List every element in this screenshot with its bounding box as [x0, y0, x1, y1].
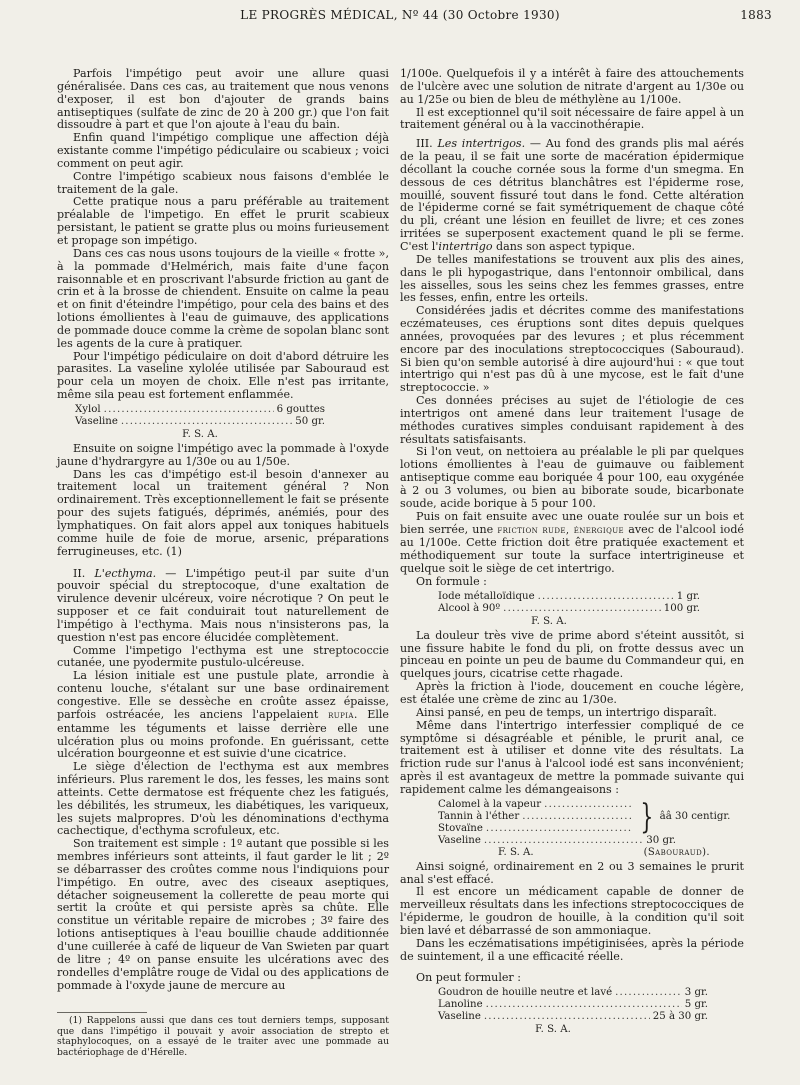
paragraph: Pour l'impétigo pédiculaire on doit d'abord détruire les parasites. La vaseline xylolée utilisée par Sabouraud est pour cela un moyen de choix. Elle n'est pas irritante, même sila peau est fortement enflammée. — [57, 349, 389, 402]
prescription-fsa: F. S. A. — [498, 846, 534, 858]
text-run: La lésion initiale est une pustule plate, arrondie à contenu louche, s'étalant sur une base ordinairement congestive. Elle se dessèche en croûte assez épaisse, parfois ostréacée, les anciens l'appelaient — [57, 669, 389, 721]
leader-dots — [503, 603, 661, 615]
section-intertrigos — [400, 138, 744, 254]
leader-dots — [104, 404, 274, 416]
prescription-line — [438, 1011, 708, 1023]
prescription-source: (Sabouraud). — [643, 846, 710, 858]
ingredient-quantity: 3 gr. — [684, 987, 708, 999]
leader-dots — [121, 416, 292, 428]
text-run: — Au fond des grands plis mal aérés de la peau, il se fait une sorte de macération épidermique décollant la couche cornée sous la forme d'un smegma. En dessous de ces détritus blanchâtres est l'épiderme rose, mouillé, souvent fissuré tout dans le fond. Cette altération de l'épiderme corné se fait symétriquement de chaque côté du pli, créant une lésion en feuillet de livre; et ces zones irritées se superposent exactement quand le pli se ferme. C'est l' — [400, 137, 745, 253]
leader-dots — [486, 999, 682, 1011]
prescription-fsa: F. S. A. — [535, 1024, 571, 1036]
ingredient-quantity: 6 gouttes — [276, 403, 325, 415]
prescription-line — [75, 416, 325, 428]
section-ecthyma — [57, 568, 389, 645]
prescription-fsa: F. S. A. — [531, 615, 567, 627]
prescription-line — [438, 591, 700, 603]
prescription-footer — [438, 847, 710, 859]
prescription-xylol — [75, 404, 325, 441]
paragraph: Enfin quand l'impétigo complique une affection déjà existante comme l'impétigo pédiculaire ou scabieux ; voici comment on peut agir. — [57, 131, 389, 170]
ingredient-quantity: 100 gr. — [663, 602, 700, 614]
small-caps-term: friction rude, énergique — [497, 524, 625, 536]
text-run: avec de l'alcool iodé au 1/100e. Cette friction doit être pratiquée exactement et méthodiquement sur toute la surface intertrigineuse et quelque soit le siège de cet intertrigo. — [400, 522, 744, 576]
page-number: 1883 — [740, 8, 772, 22]
ingredient-quantity: 25 à 30 gr. — [652, 1011, 708, 1023]
ingredient-name: Iode métalloïdique — [438, 590, 535, 602]
paragraph: Dans les cas d'impétigo est-il besoin d'annexer au traitement local un traitement général ? Non ordinairement. Très exceptionnellement le fait se présente pour des sujets fatigués, déprimés, anémiés, pour des lymphatiques. On fait alors appel aux toniques habituels comme huile de foie de morue, arsenic, préparations ferrugineuses, etc. (1) — [57, 467, 389, 558]
ingredient-name: Calomel à la vapeur — [438, 798, 542, 810]
ingredient-name: Vaseline — [75, 415, 118, 427]
ingredient-name: Vaseline — [438, 834, 481, 846]
paragraph: Parfois l'impétigo peut avoir une allure quasi généralisée. Dans ces cas, au traitement que nous venons d'exposer, il est bon d'ajouter de grands bains antiseptiques (sulfate de zinc de 20 à 200 gr.) que l'on fait dissoudre à part et que l'on ajoute à l'eau du bain. — [57, 67, 389, 132]
text-run: Puis on fait ensuite avec une ouate roulée sur un bois et bien serrée, une — [400, 509, 744, 536]
prescription-line — [438, 823, 634, 835]
ingredient-quantity: 5 gr. — [684, 999, 708, 1011]
leader-dots — [615, 987, 682, 999]
section-title: L'ecthyma. — [94, 566, 157, 580]
prescription-line — [438, 999, 708, 1011]
section-text: — L'impétigo peut-il par suite d'un pouvoir spécial du streptocoque, d'une exaltation de virulence devenir ulcéreux, voire nécrotique ? On peut le supposer et ce fait conduirait tout naturellement de l'impétigo à l'ecthyma. Mais nous n'insisterons pas, la question n'est pas encore élucidée complètement. — [57, 566, 389, 644]
paragraph: Après la friction à l'iode, doucement en couche légère, est étalée une crème de zinc au 1/30e. — [400, 680, 744, 706]
brace-group — [438, 796, 731, 837]
paragraph — [57, 670, 389, 761]
paragraph: De telles manifestations se trouvent aux plis des aines, dans le pli hypogastrique, dans l'entonnoir ombilical, dans les aisselles, sous les seins chez les femmes grasses, entre les fesses, enfin, entre les orteils. — [400, 252, 744, 305]
prescription-iode — [438, 591, 700, 628]
ingredient-name: Stovaïne — [438, 822, 483, 834]
leader-dots — [522, 811, 631, 823]
paragraph: Cette pratique nous a paru préférable au traitement préalable de l'impetigo. En effet le prurit scabieux persistant, le patient se gratte plus ou moins furieusement et propage son impétigo. — [57, 195, 389, 247]
footnote — [57, 1016, 389, 1058]
leader-dots — [538, 591, 674, 603]
paragraph: Dans ces cas nous usons toujours de la vieille « frotte », à la pommade d'Helmérich, mais faite d'une façon raisonnable et en proscrivant l'absurde friction au gant de crin et à la brosse de chiendent. Ensuite on calme la peau et on finit d'éteindre l'impétigo, pour cela des bains et des lotions émollientes à l'eau de guimauve, des applications de pommade douce comme la crème de sopolan blanc sont les agents de la cure à pratiquer. — [57, 246, 389, 350]
paragraph: Il est encore un médicament capable de donner de merveilleux résultats dans les infections streptococciques de l'épiderme, le goudron de houille, à la condition qu'il soit bien lavé et débarrassé de son ammoniaque. — [400, 885, 744, 937]
paragraph: Il est exceptionnel qu'il soit nécessaire de faire appel à un traitement général ou à la vaccinothérapie. — [400, 105, 745, 132]
paragraph: On formule : — [416, 574, 487, 588]
paragraph: Le siège d'élection de l'ecthyma est aux membres inférieurs. Plus rarement le dos, les fesses, les mains sont atteints. Cette dermatose est fréquente chez les fatigués, les débilités, les strumeux, les diabétiques, les variqueux, les sujets malpropres. D'où les dénominations d'ecthyma cachectique, d'ecthyma scrofuleux, etc. — [57, 760, 389, 838]
paragraph: Comme l'impetigo l'ecthyma est une streptococcie cutanée, une pyodermite pustulo-ulcéreuse. — [57, 643, 389, 670]
leader-dots — [486, 823, 631, 835]
paragraph: Dans les eczématisations impétiginisées, après la période de suintement, il a une efficacité réelle. — [400, 936, 744, 963]
prescription-line — [438, 603, 700, 615]
paragraph: Ces données précises au sujet de l'étiologie de ces intertrigos ont amené dans leur traitement l'usage de méthodes curatives simples conduisant rapidement à des résultats satisfaisants. — [400, 394, 744, 446]
left-column — [57, 68, 389, 992]
prescription-calomel — [438, 796, 731, 859]
ingredient-name: Goudron de houille neutre et lavé — [438, 987, 613, 999]
running-header — [22, 8, 778, 26]
journal-title: LE PROGRÈS MÉDICAL, Nº 44 (30 Octobre 1930) — [240, 8, 560, 22]
ingredient-name: Xylol — [75, 403, 101, 415]
paragraph: Ainsi pansé, en peu de temps, un intertrigo disparaît. — [416, 705, 717, 719]
emphasis: intertrigo — [438, 239, 493, 253]
text-run: dans son aspect typique. — [492, 239, 636, 253]
section-title: Les intertrigos. — [437, 137, 526, 151]
prescription-line — [438, 799, 634, 811]
text-run: . Elle entamme les téguments et laisse derrière elle une ulcération plus ou moins profonde. En guérissant, cette ulcération bourgeonne et est suivie d'une cicatrice. — [57, 707, 389, 761]
leader-dots — [484, 835, 643, 847]
section-number: III. — [416, 137, 433, 151]
ingredient-name: Tannin à l'éther — [438, 810, 520, 822]
ingredient-quantity: 50 gr. — [295, 415, 325, 427]
right-column — [400, 68, 744, 1038]
paragraph: Considérées jadis et décrites comme des manifestations eczémateuses, ces éruptions sont dites depuis quelques années, provoquées par des levures ; et plus récemment encore par des inoculations streptococciques (Sabouraud). Si bien qu'on semble autorisé à dire aujourd'hui : « que tout intertrigo qui n'est pas dû à une mycose, est le fait d'une streptococcie. » — [400, 304, 744, 395]
prescription-line — [438, 811, 634, 823]
small-caps-term: rupia — [328, 709, 354, 721]
paragraph: Ainsi soigné, ordinairement en 2 ou 3 semaines le prurit anal s'est effacé. — [400, 859, 744, 886]
section-number: II. — [73, 566, 86, 580]
prescription-fsa: F. S. A. — [182, 428, 218, 440]
paragraph: Ensuite on soigne l'impétigo avec la pommade à l'oxyde jaune d'hydrargyre au 1/30e ou au 1/50e. — [57, 441, 389, 468]
leader-dots — [484, 1011, 650, 1023]
ingredient-quantity: 30 gr. — [646, 834, 676, 846]
ingredient-name: Lanoline — [438, 999, 483, 1011]
ingredient-name: Vaseline — [438, 1011, 481, 1023]
brace-symbol: } — [640, 796, 654, 837]
ingredient-quantity: 1 gr. — [676, 590, 700, 602]
brace-items — [438, 799, 634, 835]
paragraph: Son traitement est simple : 1º autant que possible si les membres inférieurs sont atteints, il faut garder le lit ; 2º se débarrasser des croûtes comme nous l'indiquions pour l'impétigo. En outre, avec des ciseaux aseptiques, détacher soigneusement la collerette de peau morte qui sertit la croûte et qui persiste après sa chûte. Elle constitue un véritable repaire de microbes ; 3º faire des lotions antiseptiques à l'eau bouillie chaude additionnée d'une cuillerée à café de liqueur de Van Swieten par quart de litre ; 4º on panse ensuite les ulcérations avec des rondelles d'emplâtre rouge de Vidal ou des applications de pommade à l'oxyde jaune de mercure au — [57, 837, 389, 992]
paragraph: 1/100e. Quelquefois il y a intérêt à faire des attouchements de l'ulcère avec une solution de nitrate d'argent au 1/30e ou au 1/25e ou bien de bleu de méthylène au 1/100e. — [400, 67, 744, 106]
paragraph: Contre l'impétigo scabieux nous faisons d'emblée le traitement de la gale. — [57, 169, 389, 196]
paragraph: On peut formuler : — [416, 971, 521, 985]
paragraph: Même dans l'intertrigo interfessier compliqué de ce symptôme si désagréable et pénible, le prurit anal, ce traitement est à utiliser et donne vite des résultats. La friction rude sur l'anus à l'alcool iodé est sans inconvénient; après il est avantageux de mettre la pommade suivante qui rapidement calme les démangeaisons : — [400, 718, 744, 796]
footnote-rule — [57, 1012, 147, 1013]
paragraph: Si l'on veut, on nettoiera au préalable le pli par quelques lotions émollientes à l'eau de guimauve ou faiblement antiseptique comme eau boriquée 4 pour 100, eau oxygénée à 2 ou 3 volumes, ou bien au biborate soude, bicarbonate soude, acide borique à 5 pour 100. — [400, 445, 744, 510]
paragraph: La douleur très vive de prime abord s'éteint aussitôt, si une fissure habite le fond du pli, on frotte dessus avec un pinceau en pointe un peu de baume du Commandeur qui, en quelques jours, cicatrise cette rhagade. — [400, 628, 744, 681]
prescription-line — [438, 987, 708, 999]
prescription-line — [75, 404, 325, 416]
ingredient-name: Alcool à 90º — [438, 602, 501, 614]
ingredient-quantity: ââ 30 centigr. — [659, 810, 731, 822]
prescription-goudron — [438, 987, 708, 1036]
footnote-text: (1) Rappelons aussi que dans ces tout derniers temps, supposant que dans l'impétigo il pouvait y avoir association de strepto et staphylocoques, on a essayé de le traiter avec une pommade au bactériophage de d'Hérelle. — [57, 1015, 389, 1058]
paragraph — [400, 511, 744, 576]
leader-dots — [544, 799, 631, 811]
